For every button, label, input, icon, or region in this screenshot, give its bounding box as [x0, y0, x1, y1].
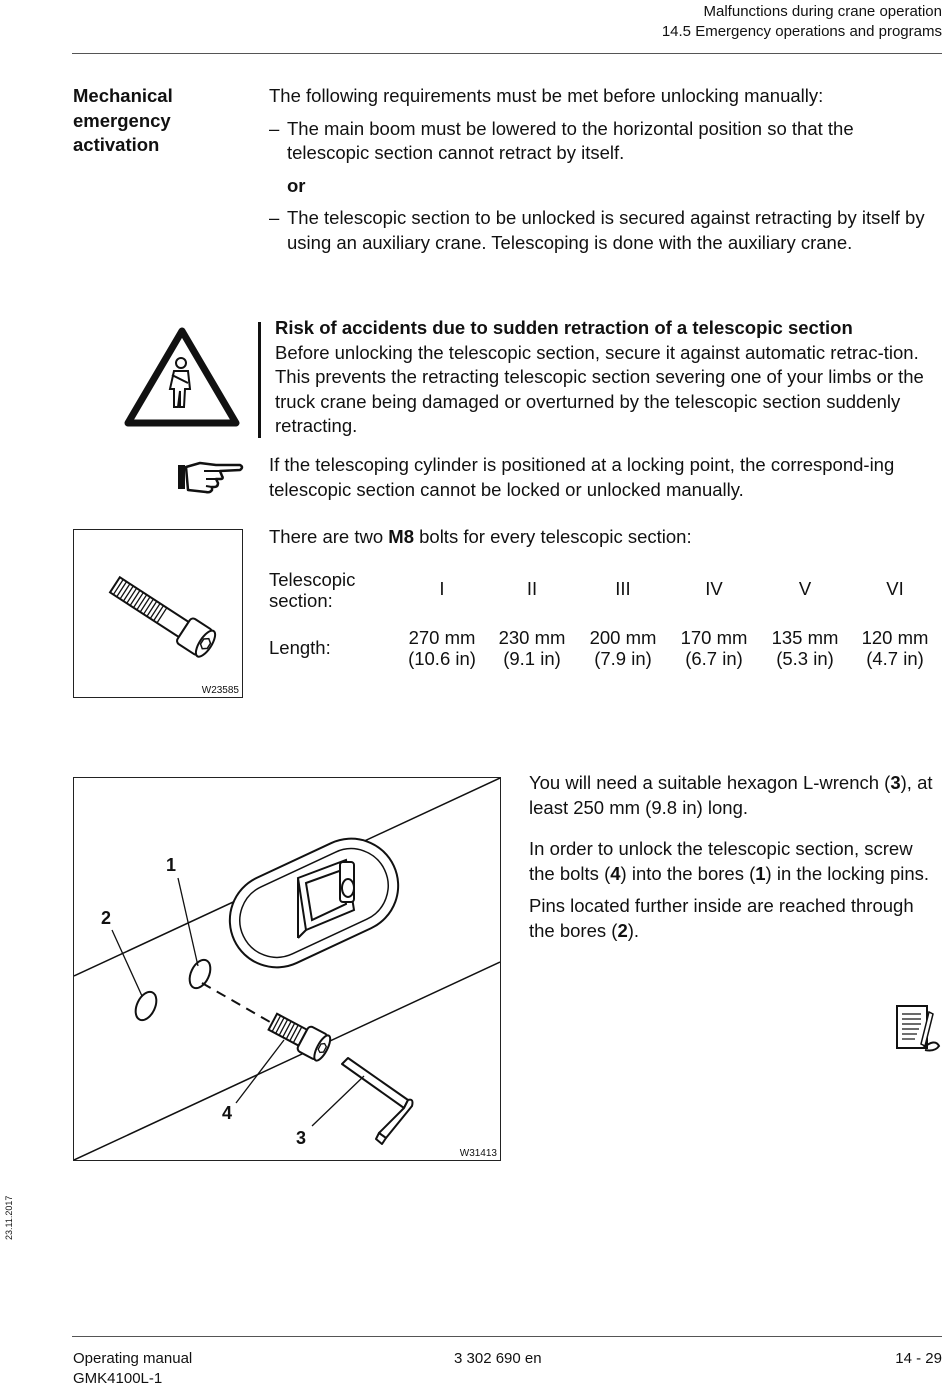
- note-text: If the telescoping cylinder is positioned at a locking point, the correspond-ing telescopic section cannot be locked or unlocked manually.: [269, 454, 895, 500]
- table-length-cell: [487, 627, 577, 669]
- section-heading-line: Mechanical: [73, 85, 173, 106]
- warning-text: Before unlocking the telescopic section, secure it against automatic retrac-tion. This prevents the retracting telescopic section severing one of your limbs or the truck crane being damaged or overturned by the telescopic section suddenly retracting.: [275, 341, 924, 436]
- length-in: (7.9 in): [594, 648, 652, 669]
- requirement-item: [269, 117, 939, 166]
- instruction-text: Pins located further inside are reached through the bores (: [529, 895, 914, 941]
- table-length-cell: [668, 627, 760, 669]
- bolts-intro: [269, 525, 939, 550]
- requirement-text: The main boom must be lowered to the horizontal position so that the telescopic section cannot retract by itself.: [287, 117, 854, 163]
- footer-rule: [72, 1336, 942, 1337]
- unlock-figure: [73, 777, 501, 1161]
- instruction-paragraph: [529, 771, 943, 820]
- requirements-intro: The following requirements must be met before unlocking manually:: [269, 85, 824, 106]
- table-row-label: [269, 569, 355, 611]
- length-in: (9.1 in): [503, 648, 561, 669]
- pointing-hand-icon: [176, 457, 244, 500]
- table-section-cell: I: [439, 578, 445, 599]
- section-heading: [73, 84, 253, 158]
- table-section-cell: II: [526, 578, 538, 599]
- bolts-intro-post: bolts for every telescopic section:: [413, 526, 692, 547]
- bolt-figure: [73, 529, 243, 698]
- instruction-text: ), at least 250 mm (9.8 in) long.: [529, 772, 933, 818]
- footer-model: GMK4100L-1: [73, 1370, 163, 1387]
- bolts-intro-pre: There are two: [269, 526, 389, 547]
- footer-manual: [73, 1349, 192, 1389]
- length-in: (5.3 in): [776, 648, 834, 669]
- table-label-line: Telescopic: [269, 569, 356, 590]
- length-mm: 270 mm: [408, 627, 476, 648]
- requirement-text: The telescopic section to be unlocked is secured against retracting by itself by using an auxiliary crane. Telescoping is done with the auxiliary crane.: [287, 207, 925, 253]
- length-mm: 200 mm: [589, 627, 657, 648]
- section-heading-line: emergency: [73, 109, 171, 131]
- side-date: 23.11.2017: [4, 1195, 14, 1240]
- table-length-cell: [850, 627, 940, 669]
- footer-page-number: 14 - 29: [895, 1350, 942, 1367]
- instruction-paragraph: [529, 837, 943, 886]
- figure-code: W23585: [201, 685, 239, 696]
- document-note-icon: [895, 1004, 943, 1059]
- figure-code: W31413: [459, 1148, 497, 1159]
- footer-manual-title: Operating manual: [73, 1350, 193, 1367]
- instruction-text: ) into the bores (: [620, 862, 756, 884]
- requirements-block: [269, 84, 939, 255]
- unlock-illustration: [74, 778, 500, 1160]
- table-section-cell: III: [615, 578, 631, 599]
- callout-ref: 3: [890, 772, 901, 793]
- callout-4: 4: [222, 1103, 233, 1123]
- table-length-cell: [397, 627, 487, 669]
- instruction-text: ) in the locking pins.: [765, 862, 930, 884]
- bolt-size: M8: [388, 526, 414, 547]
- warning-block: [275, 316, 943, 439]
- instruction-text: ).: [627, 919, 640, 941]
- length-in: (10.6 in): [408, 648, 476, 669]
- warning-title: Risk of accidents due to sudden retraction of a telescopic section: [275, 317, 853, 338]
- length-mm: 170 mm: [680, 627, 748, 648]
- callout-2: 2: [101, 908, 112, 928]
- table-length-cell: [759, 627, 851, 669]
- footer-doc-number: 3 302 690 en: [454, 1350, 542, 1367]
- length-in: (6.7 in): [685, 648, 743, 669]
- callout-3: 3: [296, 1128, 307, 1148]
- hazard-triangle-icon: [124, 327, 240, 432]
- length-mm: 120 mm: [861, 627, 929, 648]
- table-length-cell: [577, 627, 669, 669]
- callout-ref: 1: [755, 862, 766, 884]
- running-header: [662, 2, 942, 42]
- table-label-line: section:: [269, 590, 333, 611]
- warning-bar: [258, 322, 261, 438]
- length-in: (4.7 in): [866, 648, 924, 669]
- header-chapter: Malfunctions during crane operation: [703, 3, 942, 20]
- callout-1: 1: [166, 855, 177, 875]
- length-mm: 135 mm: [771, 627, 839, 648]
- table-row-label: Length:: [269, 637, 331, 658]
- instructions-block: [529, 771, 943, 943]
- table-section-cell: VI: [886, 578, 904, 599]
- table-section-cell: IV: [705, 578, 723, 599]
- requirement-item: [269, 206, 939, 255]
- instruction-paragraph: [529, 894, 943, 943]
- length-mm: 230 mm: [498, 627, 566, 648]
- header-section: 14.5 Emergency operations and programs: [661, 23, 942, 40]
- bolt-illustration: [74, 530, 242, 697]
- section-heading-line: activation: [73, 134, 160, 155]
- callout-ref: 2: [617, 919, 628, 941]
- table-section-cell: V: [798, 578, 812, 599]
- instruction-text: In order to unlock the telescopic section, screw the bolts (: [529, 838, 913, 884]
- instruction-text: You will need a suitable hexagon L-wrench (: [529, 772, 891, 793]
- header-rule: [72, 53, 942, 54]
- callout-ref: 4: [610, 862, 621, 884]
- or-separator: or: [287, 174, 306, 196]
